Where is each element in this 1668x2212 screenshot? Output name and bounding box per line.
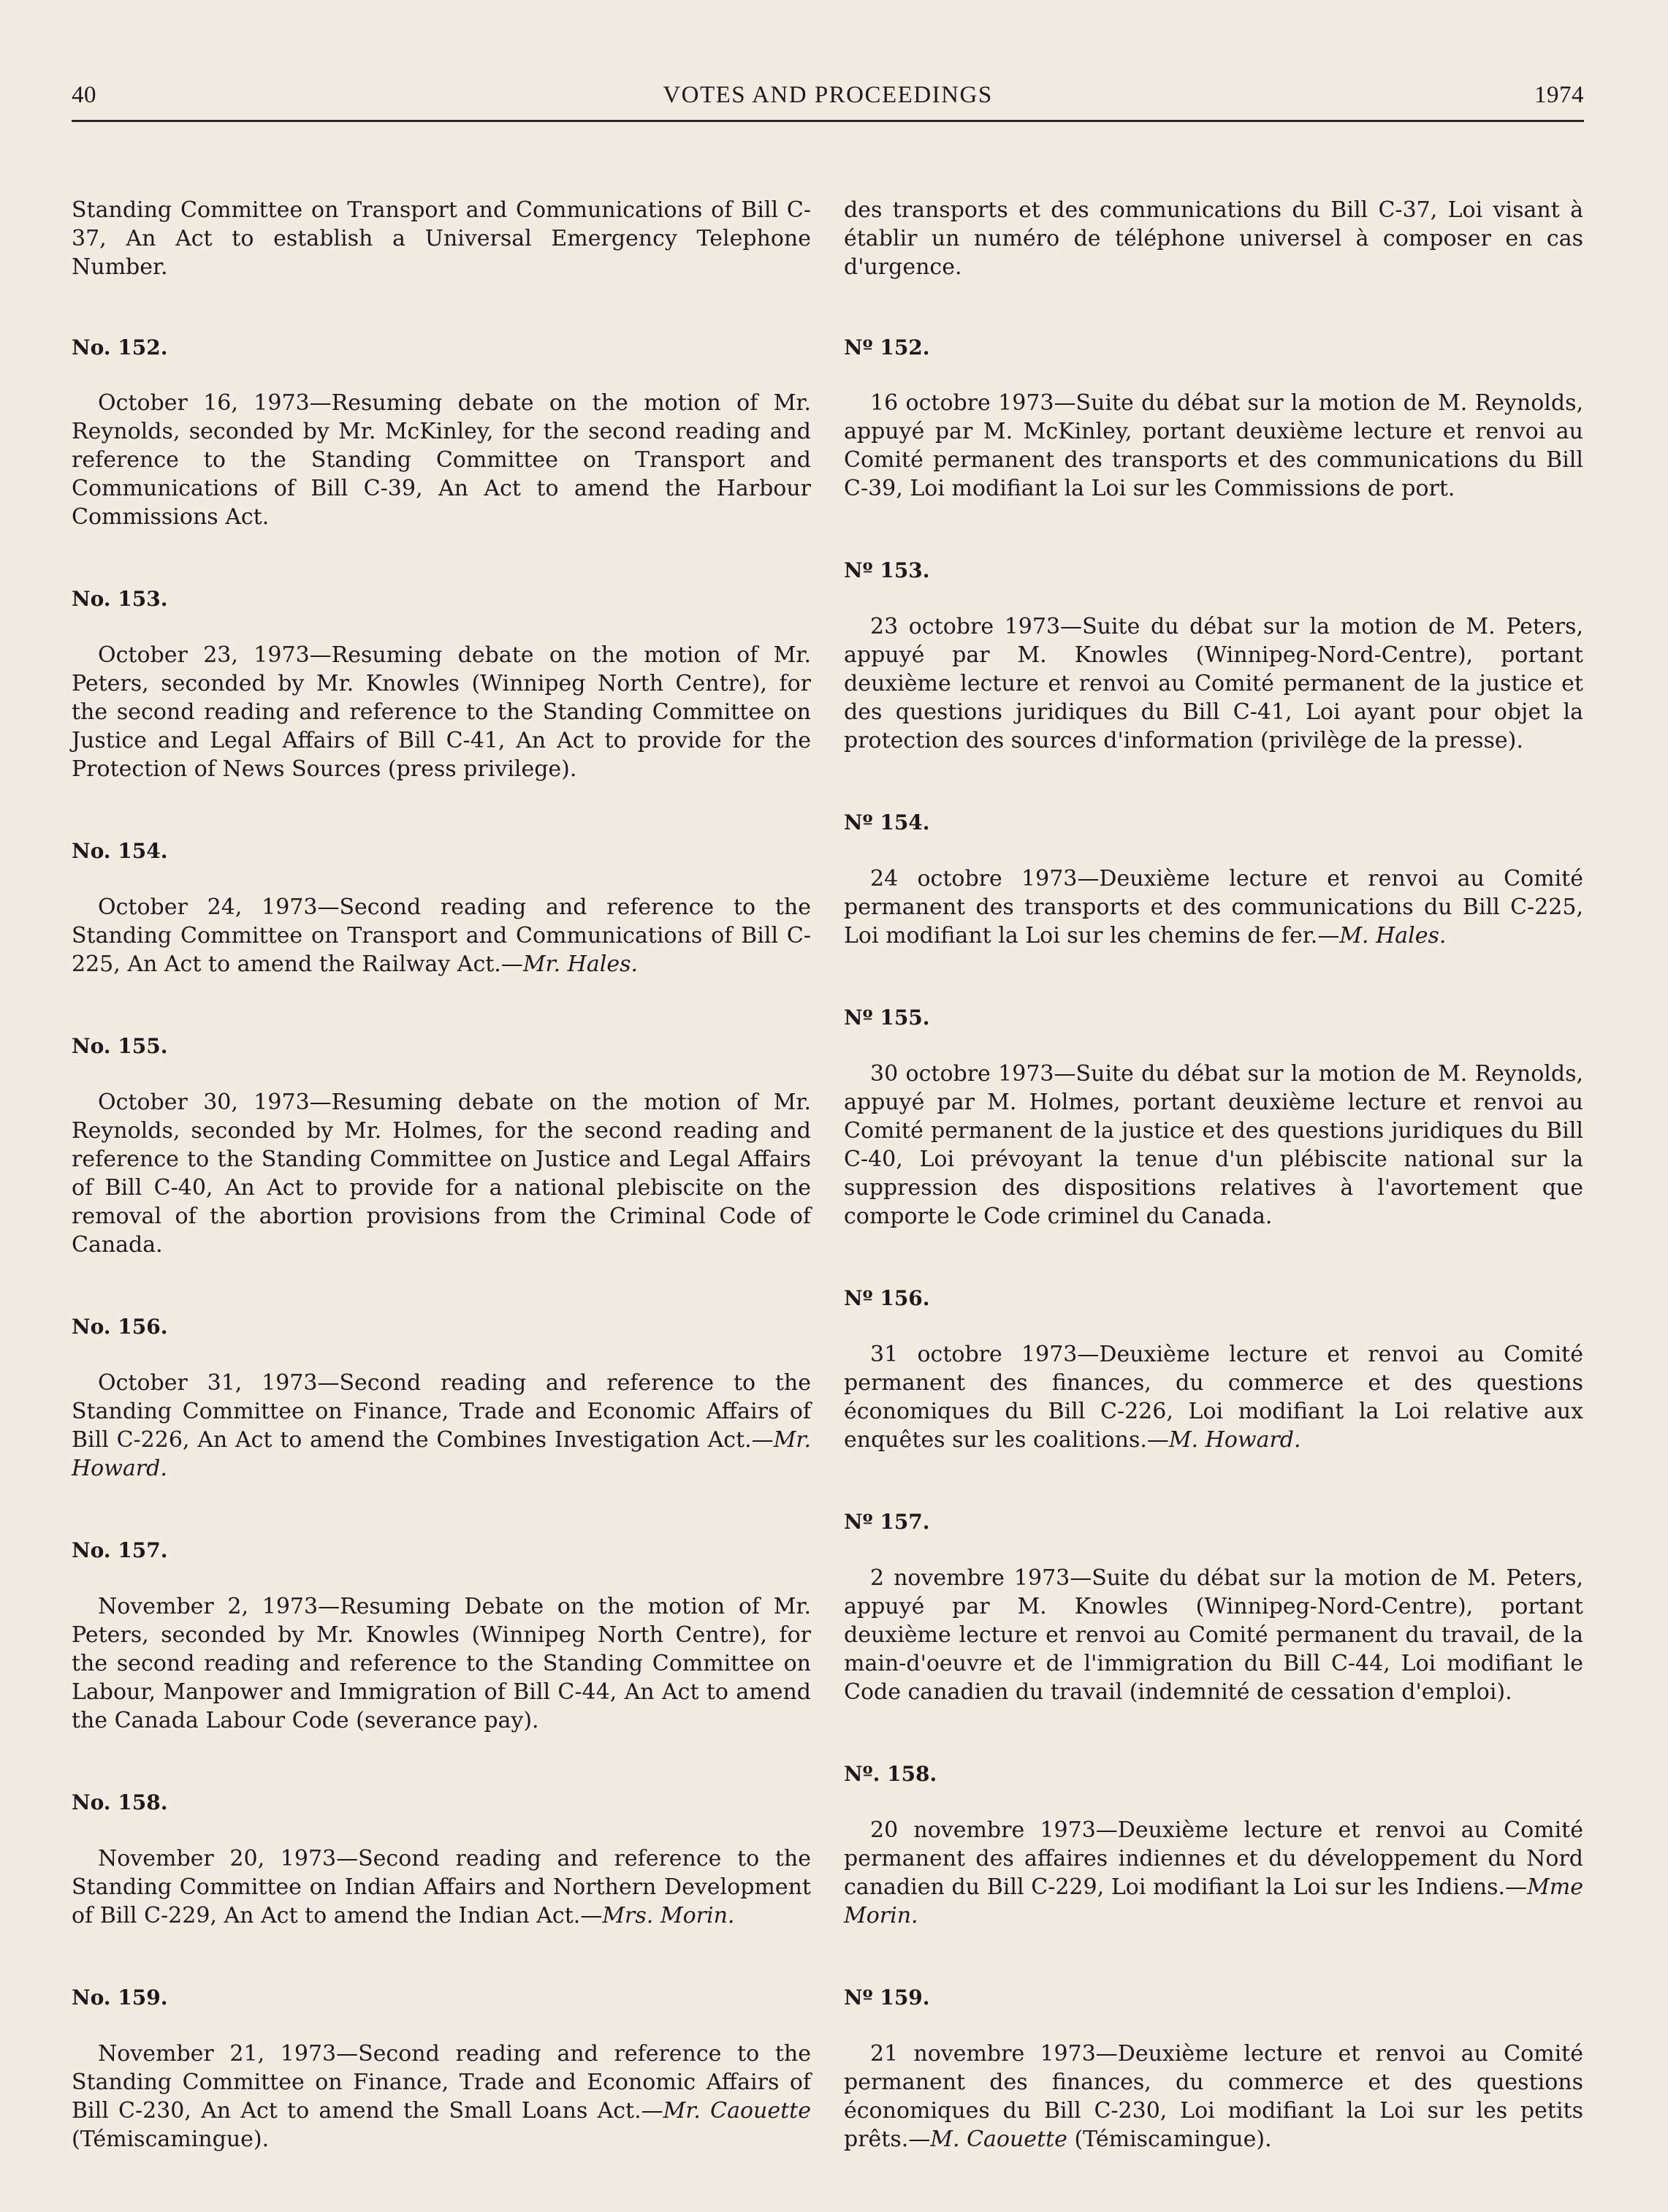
entry-french-1: [844, 556, 1583, 755]
entry-body: [72, 2040, 811, 2154]
entry-body: [844, 2040, 1583, 2154]
entry-text: 2 novembre 1973—Suite du débat sur la motion de M. Peters, appuyé par M. Knowles (Winnipeg-Nord-Centre), portant deuxième lecture et renvoi au Comité permanent du travail, de la main-d'oeuvre et de l'immigration du Bill C-44, Loi modifiant le Code canadien du travail (indemnité de cessation d'emploi).: [844, 1565, 1583, 1705]
french-column: [844, 196, 1583, 2154]
page-number: 40: [72, 82, 96, 108]
entry-mover-riding: (Témiscamingue).: [72, 2127, 270, 2152]
english-entries: [72, 333, 811, 2154]
entry-body: [844, 1564, 1583, 1706]
english-column: [72, 196, 811, 2154]
entry-text: November 2, 1973—Resuming Debate on the motion of Mr. Peters, seconded by Mr. Knowles (Winnipeg North Centre), for the second reading and reference to the Standing Committee on Labour, Manpower and Immigration of Bill C-44, An Act to amend the Canada Labour Code (severance pay).: [72, 1594, 811, 1733]
entry-text: October 24, 1973—Second reading and reference to the Standing Committee on Transport and Communications of Bill C-225, An Act to amend the Railway Act.—: [72, 894, 811, 977]
french-entries: [844, 333, 1583, 2154]
entry-text: October 30, 1973—Resuming debate on the motion of Mr. Reynolds, seconded by Mr. Holmes, for the second reading and reference to the Standing Committee on Justice and Legal Affairs of Bill C-40, An Act to provide for a national plebiscite on the removal of the abortion provisions from the Criminal Code of Canada.: [72, 1090, 811, 1258]
entry-text: November 20, 1973—Second reading and reference to the Standing Committee on Indian Affairs and Northern Development of Bill C-229, An Act to amend the Indian Act.—: [72, 1846, 811, 1928]
page-header: [72, 82, 1584, 122]
entry-body: [72, 1369, 811, 1483]
entry-text: 23 octobre 1973—Suite du débat sur la motion de M. Peters, appuyé par M. Knowles (Winnipeg-Nord-Centre), portant deuxième lecture et renvoi au Comité permanent de la justice et des questions juridiques du Bill C-41, Loi ayant pour objet la protection des sources d'information (privilège de la presse).: [844, 614, 1583, 753]
french-lead-text: des transports et des communications du Bill C-37, Loi visant à établir un numéro de téléphone universel à composer en cas d'urgence.: [844, 197, 1583, 280]
entry-english-6: [72, 1788, 811, 1930]
entry-english-0: [72, 333, 811, 531]
entry-body: [844, 389, 1583, 503]
entry-number: Nº. 158.: [844, 1762, 937, 1786]
entry-number: No. 159.: [72, 1985, 168, 2010]
entry-french-3: [844, 1003, 1583, 1231]
entry-mover: Mr. Caouette: [663, 2098, 811, 2124]
entry-text: 31 octobre 1973—Deuxième lecture et renvoi au Comité permanent des finances, du commerce et des questions économiques du Bill C-226, Loi modifiant la Loi relative aux enquêtes sur les coalitions.—: [844, 1342, 1583, 1453]
entry-number: No. 155.: [72, 1034, 168, 1058]
entry-mover-riding: (Témiscamingue).: [1067, 2127, 1272, 2152]
page-year: 1974: [1534, 82, 1584, 108]
entry-english-7: [72, 1983, 811, 2154]
entry-number: Nº 154.: [844, 810, 930, 835]
entry-number: Nº 157.: [844, 1510, 930, 1534]
entry-number: No. 153.: [72, 587, 168, 611]
english-lead-text: Standing Committee on Transport and Communications of Bill C-37, An Act to establish a Universal Emergency Telephone Number.: [72, 197, 811, 280]
entry-body: [844, 1816, 1583, 1930]
entry-number: Nº 155.: [844, 1006, 930, 1030]
entry-number: No. 152.: [72, 335, 168, 360]
entry-text: 30 octobre 1973—Suite du débat sur la motion de M. Reynolds, appuyé par M. Holmes, portant deuxième lecture et renvoi au Comité permanent de la justice et des questions juridiques du Bill C-40, Loi prévoyant la tenue d'un plébiscite national sur la suppression des dispositions relatives à l'avortement que comporte le Code criminel du Canada.: [844, 1061, 1583, 1229]
entry-english-1: [72, 585, 811, 783]
entry-mover: Mrs. Morin.: [602, 1903, 735, 1928]
entry-body: [844, 864, 1583, 950]
entry-body: [72, 1592, 811, 1735]
entry-french-5: [844, 1508, 1583, 1706]
entry-mover: M. Howard.: [1168, 1427, 1301, 1453]
entry-french-0: [844, 333, 1583, 503]
entry-body: [72, 389, 811, 531]
entry-english-2: [72, 837, 811, 978]
entry-french-7: [844, 1983, 1583, 2154]
entry-number: Nº 156.: [844, 1286, 930, 1310]
entry-mover: Mme Morin.: [844, 1874, 1583, 1928]
entry-french-2: [844, 808, 1583, 950]
entry-text: 20 novembre 1973—Deuxième lecture et renvoi au Comité permanent des affaires indiennes et du développement du Nord canadien du Bill C-229, Loi modifiant la Loi sur les Indiens.—: [844, 1817, 1583, 1900]
entry-body: [844, 1340, 1583, 1454]
entry-body: [72, 893, 811, 978]
entry-body: [844, 612, 1583, 755]
entry-number: Nº 159.: [844, 1985, 930, 2010]
entry-number: Nº 152.: [844, 335, 930, 360]
entry-text: 16 octobre 1973—Suite du débat sur la motion de M. Reynolds, appuyé par M. McKinley, portant deuxième lecture et renvoi au Comité permanent des transports et des communications du Bill C-39, Loi modifiant la Loi sur les Commissions de port.: [844, 390, 1583, 501]
entry-text: October 16, 1973—Resuming debate on the motion of Mr. Reynolds, seconded by Mr. McKinley, for the second reading and reference to the Standing Committee on Transport and Communications of Bill C-39, An Act to amend the Harbour Commissions Act.: [72, 390, 811, 530]
entry-number: No. 154.: [72, 839, 168, 863]
entry-number: Nº 153.: [844, 558, 930, 582]
entry-english-4: [72, 1312, 811, 1483]
entry-number: No. 156.: [72, 1315, 168, 1339]
entry-body: [72, 1844, 811, 1930]
entry-body: [844, 1060, 1583, 1231]
page-title: VOTES AND PROCEEDINGS: [663, 82, 993, 108]
entry-number: No. 158.: [72, 1790, 168, 1814]
entry-english-5: [72, 1536, 811, 1735]
entry-text: October 31, 1973—Second reading and reference to the Standing Committee on Finance, Trade and Economic Affairs of Bill C-226, An Act to amend the Combines Investigation Act.—: [72, 1370, 811, 1453]
entry-mover: M. Caouette: [930, 2127, 1067, 2152]
entry-text: November 21, 1973—Second reading and reference to the Standing Committee on Finance, Trade and Economic Affairs of Bill C-230, An Act to amend the Small Loans Act.—: [72, 2041, 811, 2124]
entry-number: No. 157.: [72, 1538, 168, 1562]
entry-text: 24 octobre 1973—Deuxième lecture et renvoi au Comité permanent des transports et des communications du Bill C-225, Loi modifiant la Loi sur les chemins de fer.—: [844, 866, 1583, 949]
entry-mover: M. Hales.: [1339, 923, 1447, 949]
entry-mover: Mr. Howard.: [72, 1427, 811, 1481]
entry-body: [72, 1088, 811, 1259]
entry-french-6: [844, 1760, 1583, 1930]
entry-english-3: [72, 1032, 811, 1259]
entry-french-4: [844, 1284, 1583, 1454]
entry-body: [72, 641, 811, 783]
entry-mover: Mr. Hales.: [522, 951, 639, 977]
entry-text: 21 novembre 1973—Deuxième lecture et renvoi au Comité permanent des finances, du commerce et des questions économiques du Bill C-230, Loi modifiant la Loi sur les petits prêts.—: [844, 2041, 1583, 2152]
entry-text: October 23, 1973—Resuming debate on the motion of Mr. Peters, seconded by Mr. Knowles (Winnipeg North Centre), for the second reading and reference to the Standing Committee on Justice and Legal Affairs of Bill C-41, An Act to provide for the Protection of News Sources (press privilege).: [72, 642, 811, 782]
